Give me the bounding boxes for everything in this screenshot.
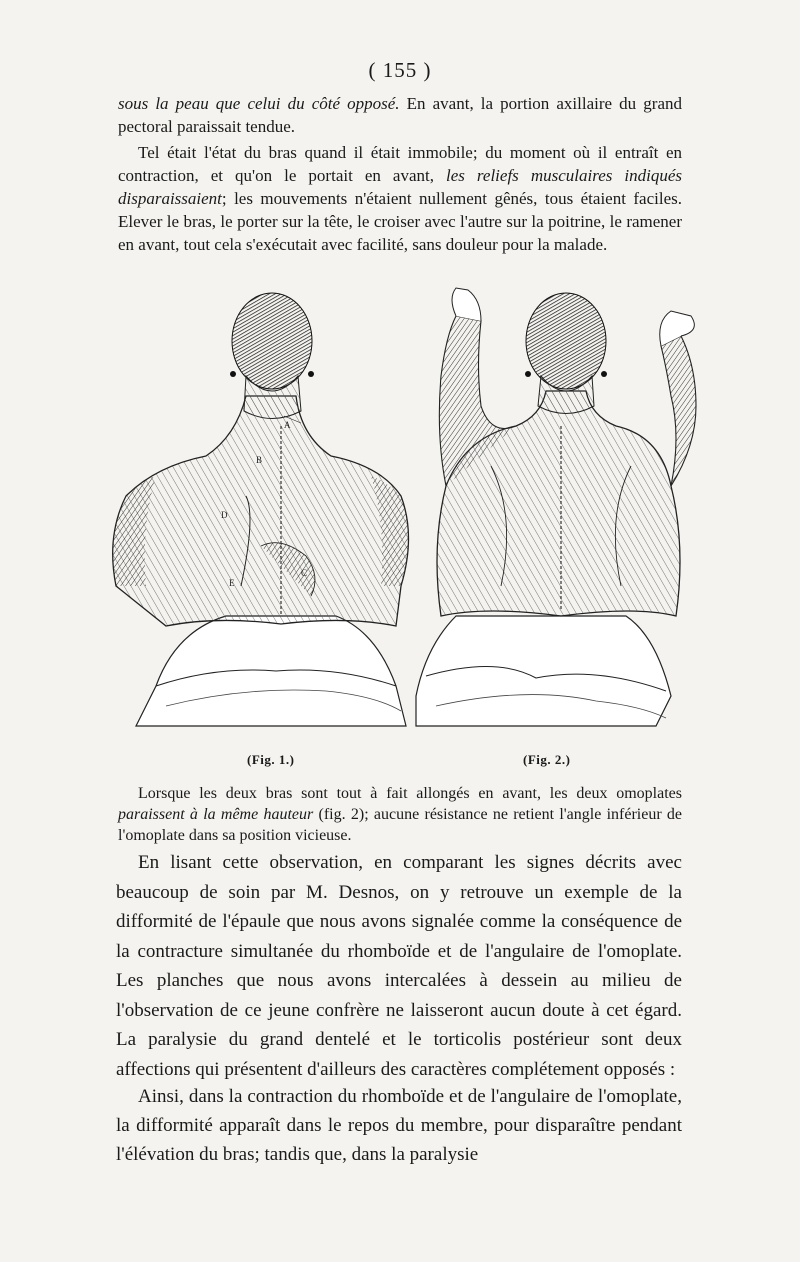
figure-1-caption: (Fig. 1.) xyxy=(247,752,295,767)
figure-1-drawing xyxy=(113,293,409,726)
label-a: A xyxy=(284,420,291,430)
paragraph-3-italic: paraissent à la même hauteur xyxy=(118,806,314,823)
paragraph-3-text-b: (fig. 2); aucune résistance ne retient l'angle inférieur de l'omoplate dans sa position vicieuse. xyxy=(118,806,683,844)
anatomical-illustration xyxy=(96,286,716,746)
paragraph-1-text: En avant, la portion axillaire du grand pectoral paraissait tendue. xyxy=(118,94,682,136)
paragraph-2-italic: les reliefs musculaires indiqués disparaissaient xyxy=(118,166,682,208)
figure-2-caption: (Fig. 2.) xyxy=(523,752,571,767)
figure-2-drawing xyxy=(416,288,696,726)
paragraph-5: Ainsi, dans la contraction du rhomboïde et de l'angulaire de l'omoplate, la difformité apparaît dans le repos du membre, pour disparaître pendant l'élévation du bras; tandis que, dans la paralysie xyxy=(116,1086,682,1165)
paragraph-4: En lisant cette observation, en comparant les signes décrits avec beaucoup de soin par M. Desnos, on y retrouve un exemple de la difformité de l'épaule que nous avons signalée comme la conséquence de la contracture simultanée du rhomboïde et de l'angulaire de l'omoplate. Les planches que nous avons intercalées à dessein au milieu de l'observation de ce jeune confrère ne laisseront aucun doute à cet égard. La paralysie du grand dentelé et le torticolis postérieur sont deux affections qui présentent d'ailleurs des caractères complétement opposés : xyxy=(116,852,682,1080)
page-number: ( 155 ) xyxy=(368,58,432,82)
label-b: B xyxy=(256,455,263,465)
paragraph-2 xyxy=(118,141,682,256)
label-d: D xyxy=(221,510,228,520)
paragraph-2-text-b: ; les mouvements n'étaient nullement gênés, tous étaient faciles. Elever le bras, le porter sur la tête, le croiser avec l'autre sur la poitrine, le ramener en avant, tout cela s'exécutait avec facilité, sans douleur pour la malade. xyxy=(118,189,682,254)
paragraph-1-italic: sous la peau que celui du côté opposé. xyxy=(118,94,400,113)
label-c: C xyxy=(301,568,308,578)
paragraph-1 xyxy=(118,92,682,138)
label-e: E xyxy=(229,578,235,588)
paragraph-2-text-a: Tel était l'état du bras quand il était immobile; du moment où il entraît en contraction, et qu'on le portait en avant, xyxy=(118,143,682,185)
paragraph-3-text-a: Lorsque les deux bras sont tout à fait allongés en avant, les deux omoplates xyxy=(138,785,682,802)
paragraph-3 xyxy=(118,783,682,846)
